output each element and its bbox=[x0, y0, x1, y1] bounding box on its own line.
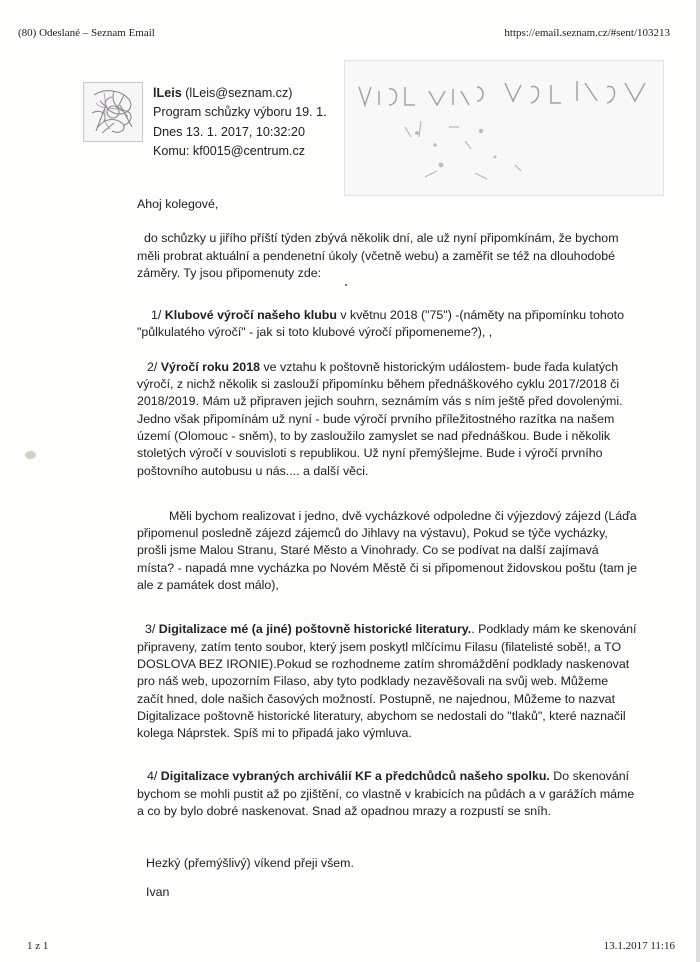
sender-name: lLeis bbox=[153, 86, 182, 100]
sender-email: (lLeis@seznam.cz) bbox=[185, 86, 293, 100]
email-subject: Program schůzky výboru 19. 1. bbox=[153, 105, 327, 120]
email-recipient: Komu: kf0015@centrum.cz bbox=[153, 143, 306, 158]
closing-line: Hezký (přemýšlivý) víkend přeji všem. bbox=[146, 856, 354, 871]
item-text: . Podklady mám ke skenování připraveny, zatím tento soubor, který jsem poskytl mlčícímu Filasu (filatelisté sobě!, a TO DOSLOVA BEZ IRONIE).Pokud se rozhodneme zatím shromáždění podklady naskenovat pro náš web, upozorním Filaso, aby tyto podklady nezavěšovali na svůj web. Můžeme začít hned, dole našich časových možností. Postupně, ne najednou, Můžeme to nazvat Digitalizace poštovně historické literatury, abychom se nedostali do "tlaků", které naznačil kolega Náprstek. Spíš mi to připadá jako výmluva. bbox=[137, 622, 637, 741]
received-stamp bbox=[344, 60, 664, 196]
print-timestamp: 13.1.2017 11:16 bbox=[603, 940, 675, 952]
agenda-item-3 bbox=[137, 621, 637, 742]
item-number: 1/ bbox=[151, 308, 162, 323]
sender-avatar bbox=[83, 82, 143, 142]
item-title: Digitalizace mé (a jiné) poštovně historické literatury. bbox=[158, 622, 472, 637]
print-page-title: (80) Odeslané – Seznam Email bbox=[18, 27, 155, 39]
item-number: 3/ bbox=[145, 622, 156, 637]
item-text: Do skenování bychom se mohli pustit až po zjištění, co vlastně v krabicích na půdách a v garážích máme a co by bylo dobré naskenovat. Snad až opadnou mrazy a rozpustí se sníh. bbox=[137, 769, 635, 819]
scan-edge bbox=[696, 0, 700, 962]
item-title: Digitalizace vybraných archiválií KF a předchůdců našeho spolku. bbox=[160, 769, 550, 784]
item-text: v květnu 2018 ("75") -(náměty na připomínku tohoto "půlkulatého výročí" - jak si toto klubové výročí připomeneme?), , bbox=[137, 308, 624, 340]
signature: Ivan bbox=[146, 884, 170, 899]
print-url: https://email.seznam.cz/#sent/103213 bbox=[504, 27, 670, 39]
intro-paragraph: do schůzky u jiřího příští týden zbývá několik dní, ale už nyní připomkínám, že bychom měli probrat aktuální a pendenetní úkoly (včetně webu) a zaměřit se též na dlouhodobé záměry. Ty jsou připomenuty zde: bbox=[137, 231, 619, 280]
sender bbox=[153, 84, 327, 103]
item-text: ve vztahu k poštovně historickým událostem- bude řada kulatých výročí, z nichž několik si zaslouží připomínku během přednáškového cyklu 2017/2018 či 2018/2019. Mám už připraven jejich souhrn, seznámím vás s ním ještě před dovolenými. Jedno však připomínám už nyní - bude výročí prvního příležitostného razítka na našem území (Olomouc - sněm), to by zasloužilo zamyslet se nad přednáškou. Bude i několik stoletých výročí v souvisloti s republikou. Už nyní přemýšlejme. Bude i výročí prvního poštovního autobusu u nás.... a další věci. bbox=[137, 359, 623, 478]
item-number: 4/ bbox=[147, 769, 158, 784]
print-page-count: 1 z 1 bbox=[27, 940, 49, 952]
agenda-item-1 bbox=[137, 307, 637, 342]
greeting: Ahoj kolegové, bbox=[137, 197, 219, 211]
agenda-item-4 bbox=[137, 768, 637, 820]
excursion-paragraph: Měli bychom realizovat i jedno, dvě vycházkové odpoledne či výjezdový zájezd (Láďa připomenul posledně zájezd zájemců do Jihlavy na výstavu), Pokud se týče vycházky, prošli jsme Malou Stranu, Staré Město a Vinohrady. Co se podívat na další zajímavá místa? - napadá mne vycházka po Novém Městě či si připomenout židovskou poštu (tam je ale z památek dost málo), bbox=[137, 508, 637, 593]
item-number: 2/ bbox=[147, 359, 158, 374]
email-date: Dnes 13. 1. 2017, 10:32:20 bbox=[153, 124, 305, 139]
item-title: Výročí roku 2018 bbox=[160, 359, 260, 374]
item-title: Klubové výročí našeho klubu bbox=[164, 308, 337, 323]
agenda-item-2 bbox=[137, 359, 637, 480]
email-body bbox=[137, 196, 637, 901]
paper-stain bbox=[25, 451, 36, 459]
email-header bbox=[153, 84, 327, 161]
